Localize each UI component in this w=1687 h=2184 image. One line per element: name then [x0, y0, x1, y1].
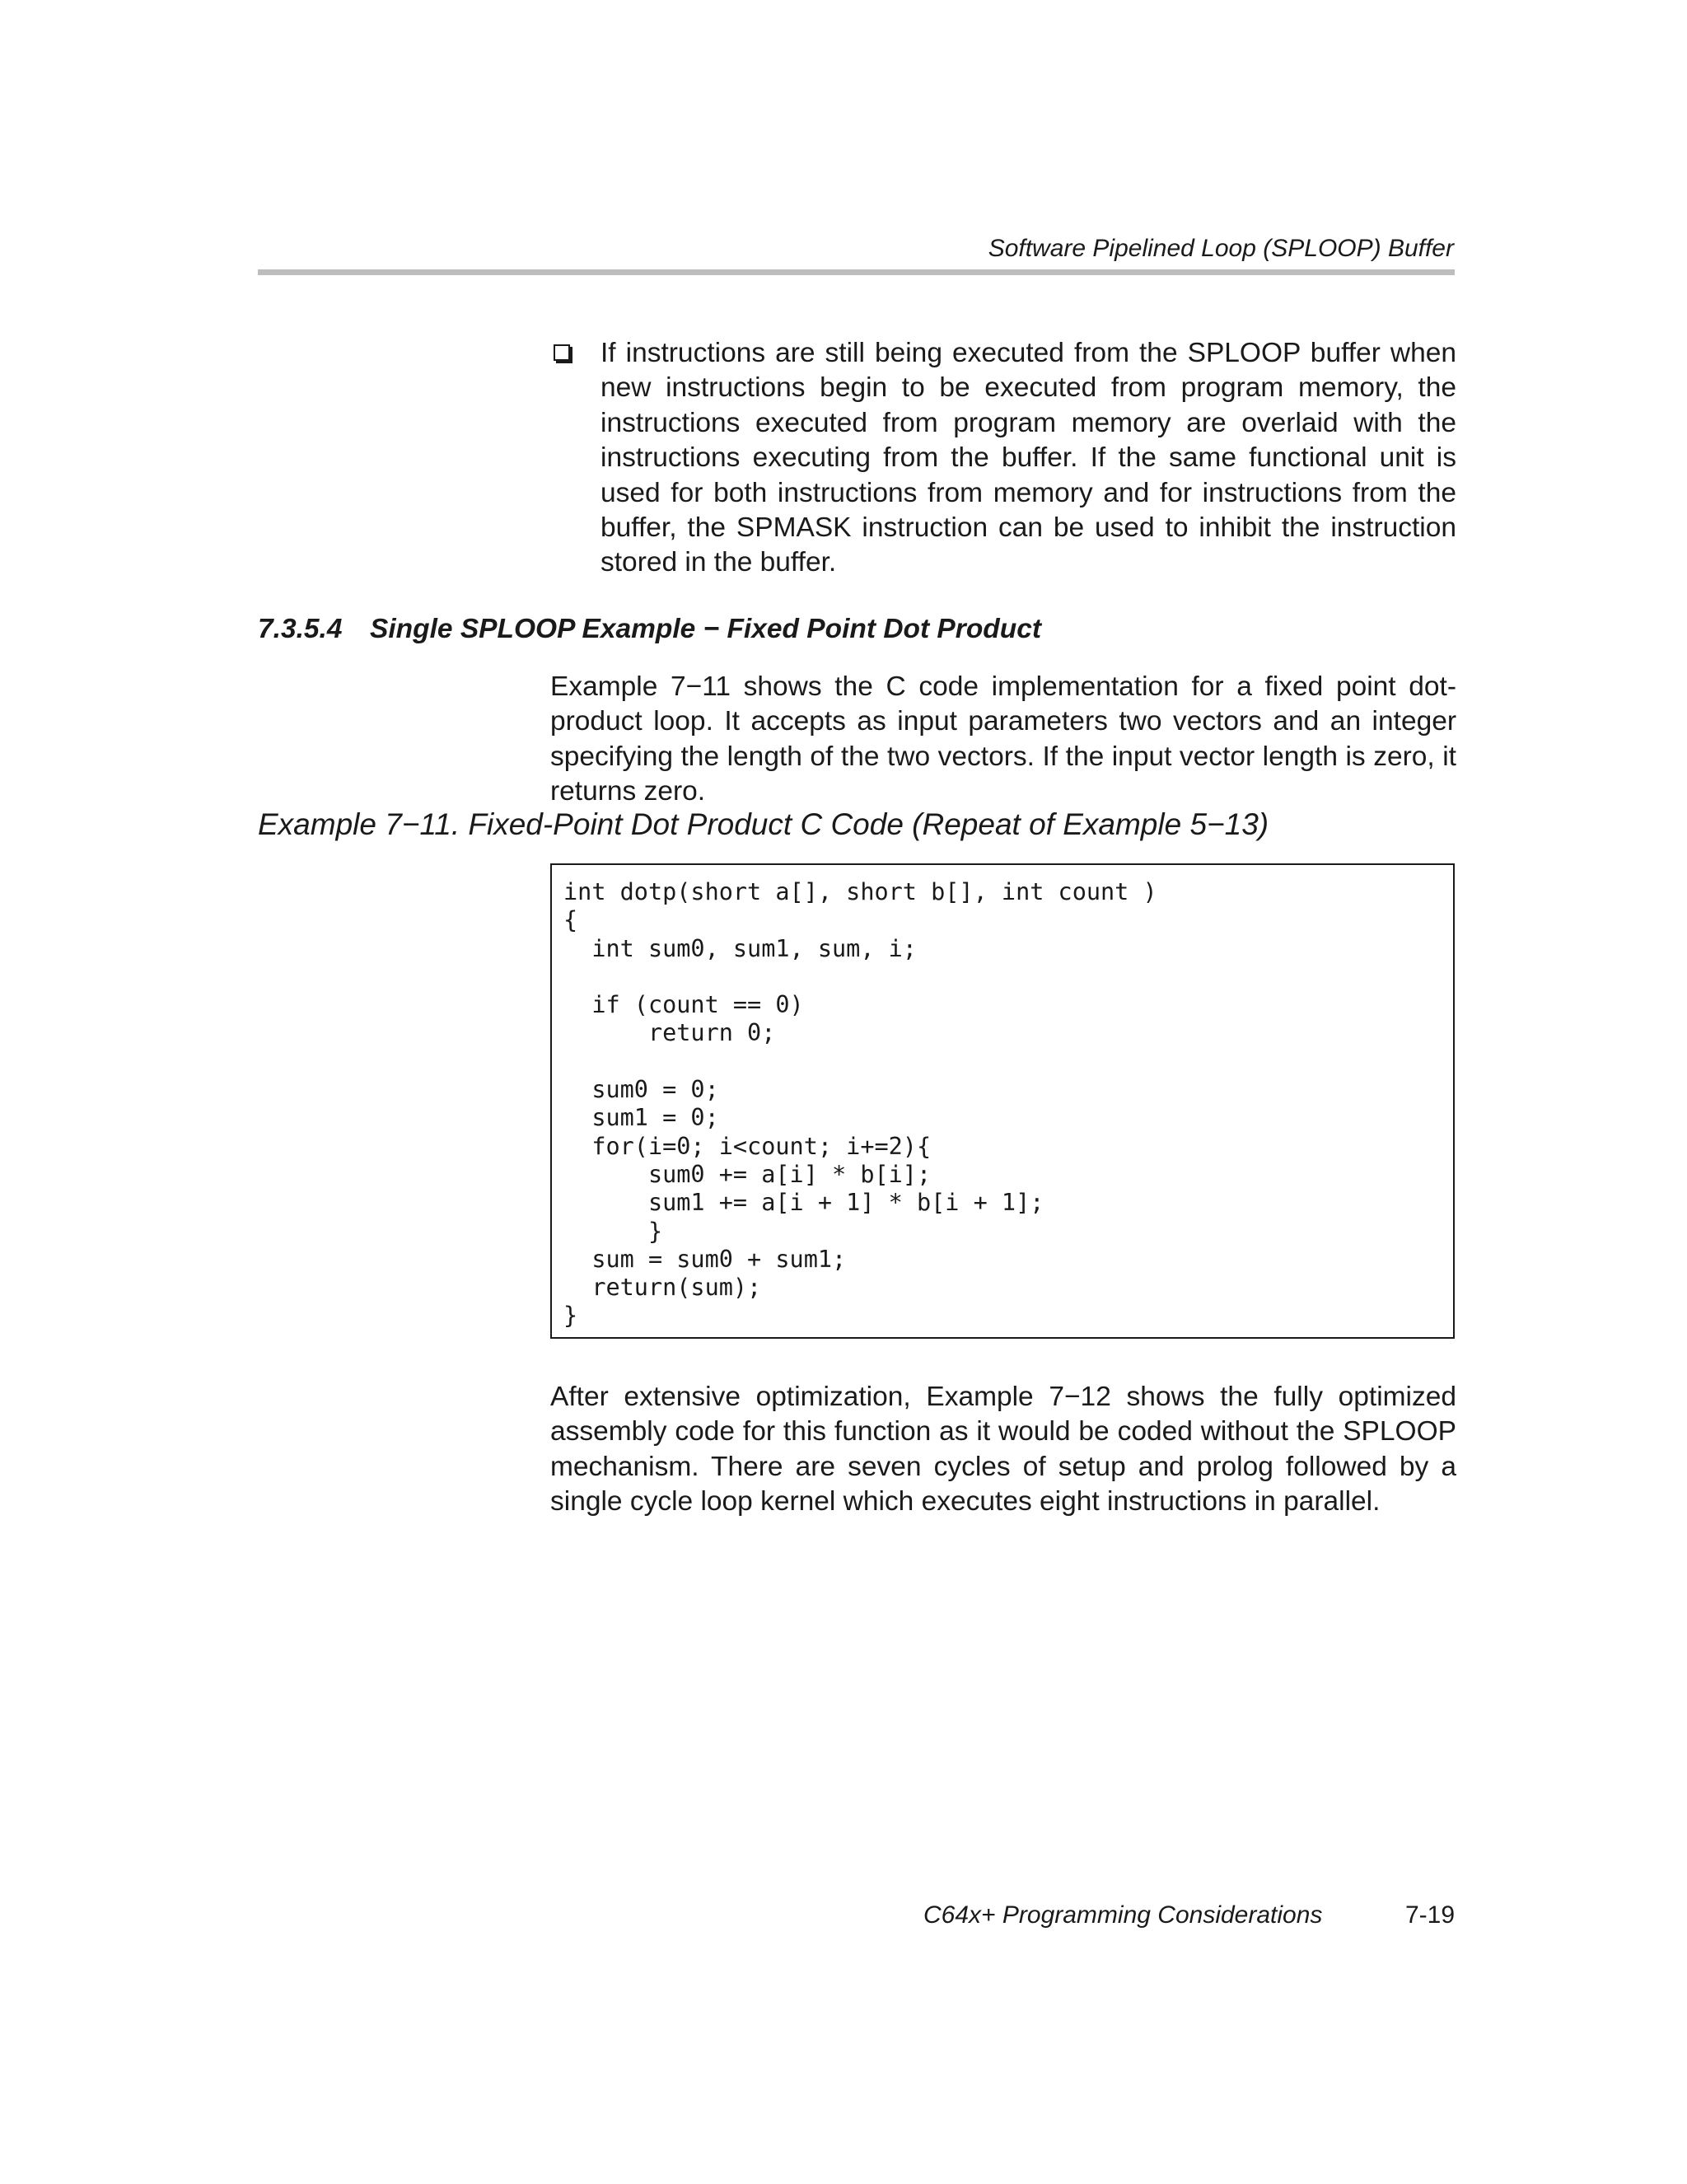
section-heading: [258, 614, 1041, 645]
bullet-text: If instructions are still being executed from the SPLOOP buffer when new instructions begin to be executed from program memory, the instructions executed from program memory are overlaid with the instructions executing from the buffer. If the same functional unit is used for both instructions from memory and for instructions from the buffer, the SPMASK instruction can be used to inhibit the instruction stored in the buffer.: [600, 338, 1456, 578]
checkbox-bullet-icon: [554, 344, 570, 361]
section-number: 7.3.5.4: [258, 614, 343, 644]
intro-paragraph: Example 7−11 shows the C code implementation for a fixed point dot-product loop. It accepts as input parameters two vectors and an integer specifying the length of the two vectors. If the input vector length is zero, it returns zero.: [550, 671, 1456, 807]
bullet-item: [550, 336, 1456, 581]
page-number: 7-19: [1404, 1901, 1455, 1929]
running-header: Software Pipelined Loop (SPLOOP) Buffer: [988, 235, 1454, 262]
example-title: Example 7−11. Fixed-Point Dot Product C Code (Repeat of Example 5−13): [258, 807, 1269, 841]
footer-title: C64x+ Programming Considerations: [923, 1901, 1323, 1929]
after-paragraph: After extensive optimization, Example 7−12 shows the fully optimized assembly code for this function as it would be coded without the SPLOOP mechanism. There are seven cycles of setup and prolog followed by a single cycle loop kernel which executes eight instructions in parallel.: [550, 1382, 1456, 1518]
header-rule: [258, 269, 1455, 275]
code-listing: int dotp(short a[], short b[], int count ) { int sum0, sum1, sum, i; if (count == 0) return 0; sum0 = 0; sum1 = 0; for(i=0; i<count; i+=2){ sum0 += a[i] * b[i]; sum1 += a[i + 1] * b[i + 1]; } sum = sum0 + sum1; return(sum); }: [550, 863, 1455, 1339]
section-title: Single SPLOOP Example − Fixed Point Dot Product: [370, 614, 1041, 644]
